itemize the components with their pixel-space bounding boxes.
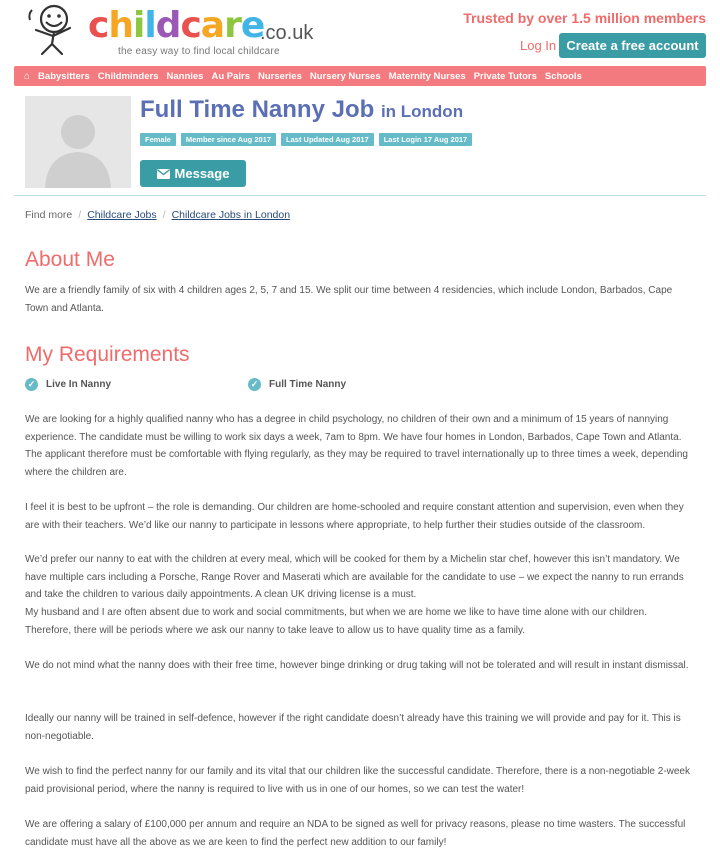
- main-nav: [14, 66, 706, 86]
- breadcrumb-childcare-jobs-london[interactable]: Childcare Jobs in London: [171, 209, 291, 221]
- site-logo[interactable]: [24, 2, 314, 62]
- nav-item-nurseries[interactable]: Nurseries: [258, 70, 302, 82]
- logo-domain: .co.uk: [260, 22, 314, 44]
- section-divider: [14, 195, 706, 196]
- check-icon: ✓: [25, 378, 38, 391]
- page-title: [140, 96, 463, 124]
- nav-item-maternity-nurses[interactable]: Maternity Nurses: [388, 70, 466, 82]
- home-icon[interactable]: ⌂: [24, 70, 31, 82]
- message-button-label: Message: [174, 166, 230, 181]
- avatar: [25, 96, 131, 188]
- requirements-paragraph: We are offering a salary of £100,000 per annum and require an NDA to be signed as well for privacy reasons, please no time wasters. The successful candidate must have all the above as we are keen to find the perfect new addition to our family!: [25, 819, 686, 848]
- breadcrumb-separator: /: [78, 209, 82, 221]
- requirements-paragraph: I feel it is best to be upfront – the role is demanding. Our children are home-schooled and require constant attention and supervision, even when they are with their teachers. We’d like our nanny to participate in lessons where appropriate, to help further their studies outside of the classroom.: [25, 502, 684, 531]
- logo-tagline: the easy way to find local childcare: [118, 46, 280, 57]
- requirements-paragraph: Ideally our nanny will be trained in self-defence, however if the right candidate doesn’t already have this training we will provide and pay for it. This is non-negotiable.: [25, 713, 681, 742]
- requirement-item: [248, 378, 346, 391]
- requirement-label: Live In Nanny: [46, 379, 112, 390]
- job-location: in London: [380, 102, 464, 121]
- nav-item-au-pairs[interactable]: Au Pairs: [211, 70, 251, 82]
- status-badge: Last Login 17 Aug 2017: [379, 133, 473, 146]
- requirements-paragraph: We wish to find the perfect nanny for our family and its vital that our children like the successful candidate. Therefore, there is a non-negotiable 2-week paid provisional period, where the nanny is required to live with us in one of our homes, so we can test the water!: [25, 766, 690, 795]
- smiley-figure-icon: [24, 2, 90, 56]
- status-badge: Female: [140, 133, 176, 146]
- user-silhouette-icon: [25, 96, 131, 188]
- status-badge: Last Updated Aug 2017: [281, 133, 374, 146]
- requirements-paragraph: We’d prefer our nanny to eat with the children at every meal, which will be cooked for them by a Michelin star chef, however this isn’t mandatory. We have multiple cars including a Porsche, Range Rover and Maserati which are available for the candidate to use – we expect the nanny to run errands and take the children to various daily appointments. A clean UK driving license is a must.: [25, 554, 684, 601]
- profile-badges: [140, 133, 477, 146]
- trusted-message: Trusted by over 1.5 million members: [463, 10, 706, 26]
- requirements-paragraph: My husband and I are often absent due to work and social commitments, but when we are home we like to have time alone with our children. Therefore, there will be periods where we ask our nanny to take leave to allow us to have quality time as a family.: [25, 607, 648, 636]
- nav-item-childminders[interactable]: Childminders: [97, 70, 159, 82]
- about-text: We are a friendly family of six with 4 children ages 2, 5, 7 and 15. We split our time between 4 residencies, which include London, Barbados, Cape Town and Atlanta.: [25, 285, 673, 314]
- about-heading: About Me: [25, 248, 115, 271]
- requirements-paragraph: We do not mind what the nanny does with their free time, however binge drinking or drug taking will not be tolerated and will result in instant dismissal.: [25, 660, 689, 671]
- nav-item-babysitters[interactable]: Babysitters: [38, 70, 90, 82]
- job-title-text: Full Time Nanny Job: [140, 96, 375, 123]
- requirements-paragraph: We are looking for a highly qualified nanny who has a degree in child psychology, no children of their own and a minimum of 15 years of nannying experience. The candidate must be willing to work six days a week, 7am to 8pm. We have four homes in London, Barbados, Cape Town and Atlanta. The applicant therefore must be comfortable with flying regularly, as they may be required to travel internationally up to three times a week, depending where the children are.: [25, 414, 688, 479]
- logo-wordmark: childcare: [88, 5, 265, 46]
- envelope-icon: [157, 169, 170, 179]
- nav-item-private-tutors[interactable]: Private Tutors: [473, 70, 537, 82]
- breadcrumb-prefix: Find more: [25, 209, 73, 221]
- check-icon: ✓: [248, 378, 261, 391]
- requirements-heading: My Requirements: [25, 343, 190, 366]
- site-header: [0, 0, 720, 64]
- requirement-item: [25, 378, 111, 391]
- status-badge: Member since Aug 2017: [181, 133, 276, 146]
- login-link[interactable]: Log In: [520, 38, 557, 53]
- breadcrumb-separator: /: [162, 209, 166, 221]
- nav-item-nannies[interactable]: Nannies: [166, 70, 204, 82]
- message-button[interactable]: [140, 160, 246, 187]
- requirement-label: Full Time Nanny: [269, 379, 347, 390]
- nav-item-nursery-nurses[interactable]: Nursery Nurses: [309, 70, 381, 82]
- nav-item-schools[interactable]: Schools: [544, 70, 582, 82]
- breadcrumb-childcare-jobs[interactable]: Childcare Jobs: [87, 209, 157, 221]
- breadcrumb: [25, 209, 290, 221]
- create-account-button[interactable]: Create a free account: [559, 33, 706, 58]
